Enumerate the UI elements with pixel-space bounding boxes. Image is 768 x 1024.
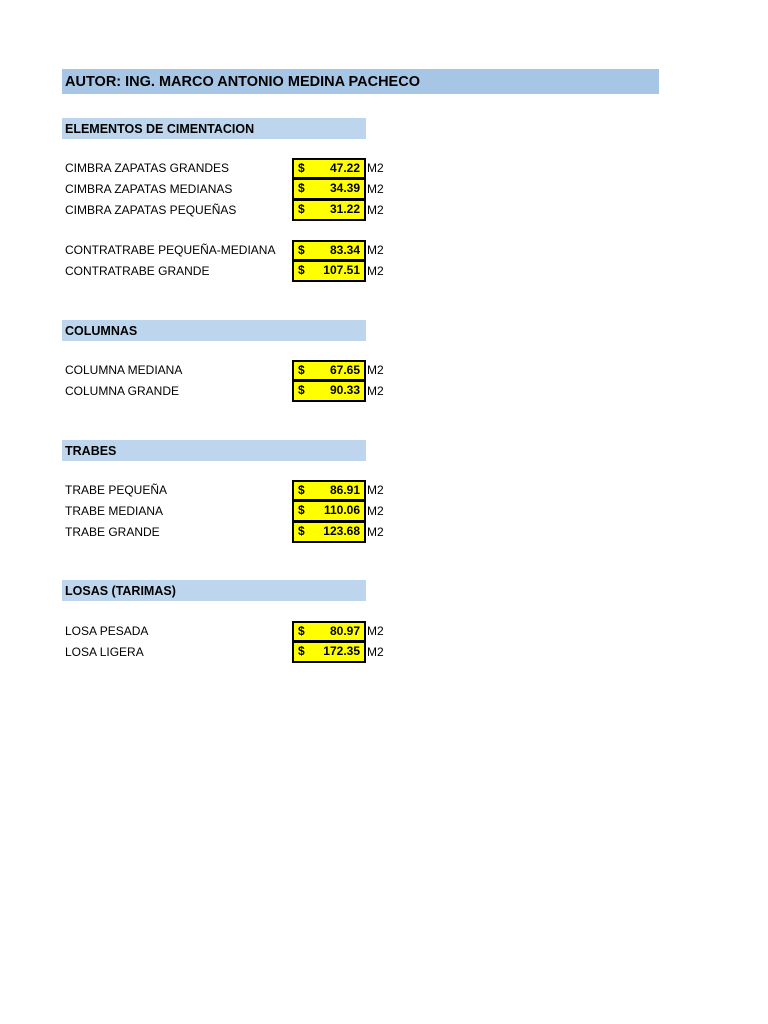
currency-symbol: $ — [298, 181, 305, 195]
price-row — [62, 261, 402, 282]
item-label: LOSA PESADA — [65, 624, 149, 638]
author-title: AUTOR: ING. MARCO ANTONIO MEDINA PACHECO — [62, 69, 659, 94]
price-row — [62, 179, 402, 200]
unit-label: M2 — [367, 363, 384, 377]
price-amount: 31.22 — [329, 202, 360, 216]
price-cell — [292, 480, 366, 501]
section-header: TRABES — [62, 440, 366, 461]
price-row — [62, 360, 402, 381]
price-amount: 90.33 — [329, 383, 360, 397]
unit-label: M2 — [367, 624, 384, 638]
section-0 — [62, 118, 384, 278]
item-label: TRABE GRANDE — [65, 525, 160, 539]
price-amount: 107.51 — [323, 263, 360, 277]
unit-label: M2 — [367, 264, 384, 278]
price-row — [62, 621, 402, 642]
price-row — [62, 381, 402, 402]
item-label: LOSA LIGERA — [65, 645, 144, 659]
price-cell — [292, 158, 366, 179]
unit-label: M2 — [367, 203, 384, 217]
price-cell — [292, 501, 366, 522]
currency-symbol: $ — [298, 202, 305, 216]
price-amount: 83.34 — [329, 243, 360, 257]
price-row — [62, 642, 402, 663]
price-cell — [292, 261, 366, 282]
item-label: CIMBRA ZAPATAS PEQUEÑAS — [65, 203, 237, 217]
unit-label: M2 — [367, 504, 384, 518]
item-label: COLUMNA MEDIANA — [65, 363, 183, 377]
price-amount: 34.39 — [329, 181, 360, 195]
currency-symbol: $ — [298, 263, 305, 277]
section-2 — [62, 440, 384, 539]
item-label: TRABE PEQUEÑA — [65, 483, 168, 497]
price-amount: 67.65 — [329, 363, 360, 377]
price-amount: 47.22 — [329, 161, 360, 175]
currency-symbol: $ — [298, 383, 305, 397]
section-1 — [62, 320, 384, 398]
price-amount: 110.06 — [323, 503, 360, 517]
section-header: COLUMNAS — [62, 320, 366, 341]
currency-symbol: $ — [298, 524, 305, 538]
currency-symbol: $ — [298, 483, 305, 497]
price-cell — [292, 621, 366, 642]
price-amount: 86.91 — [329, 483, 360, 497]
price-amount: 123.68 — [323, 524, 360, 538]
price-cell — [292, 381, 366, 402]
price-cell — [292, 240, 366, 261]
price-row — [62, 158, 402, 179]
unit-label: M2 — [367, 384, 384, 398]
currency-symbol: $ — [298, 503, 305, 517]
unit-label: M2 — [367, 243, 384, 257]
item-label: CONTRATRABE GRANDE — [65, 264, 210, 278]
item-label: CONTRATRABE PEQUEÑA-MEDIANA — [65, 243, 276, 257]
unit-label: M2 — [367, 161, 384, 175]
item-label: COLUMNA GRANDE — [65, 384, 180, 398]
price-amount: 80.97 — [329, 624, 360, 638]
unit-label: M2 — [367, 483, 384, 497]
section-header: LOSAS (TARIMAS) — [62, 580, 366, 601]
unit-label: M2 — [367, 645, 384, 659]
unit-label: M2 — [367, 182, 384, 196]
section-header: ELEMENTOS DE CIMENTACION — [62, 118, 366, 139]
item-label: CIMBRA ZAPATAS MEDIANAS — [65, 182, 233, 196]
price-amount: 172.35 — [323, 644, 360, 658]
currency-symbol: $ — [298, 624, 305, 638]
price-cell — [292, 642, 366, 663]
price-row — [62, 501, 402, 522]
price-cell — [292, 179, 366, 200]
currency-symbol: $ — [298, 243, 305, 257]
price-row — [62, 480, 402, 501]
price-cell — [292, 522, 366, 543]
section-3 — [62, 580, 384, 659]
price-cell — [292, 360, 366, 381]
price-row — [62, 240, 402, 261]
price-row — [62, 522, 402, 543]
currency-symbol: $ — [298, 363, 305, 377]
price-cell — [292, 200, 366, 221]
currency-symbol: $ — [298, 161, 305, 175]
item-label: TRABE MEDIANA — [65, 504, 164, 518]
unit-label: M2 — [367, 525, 384, 539]
currency-symbol: $ — [298, 644, 305, 658]
price-row — [62, 200, 402, 221]
item-label: CIMBRA ZAPATAS GRANDES — [65, 161, 230, 175]
